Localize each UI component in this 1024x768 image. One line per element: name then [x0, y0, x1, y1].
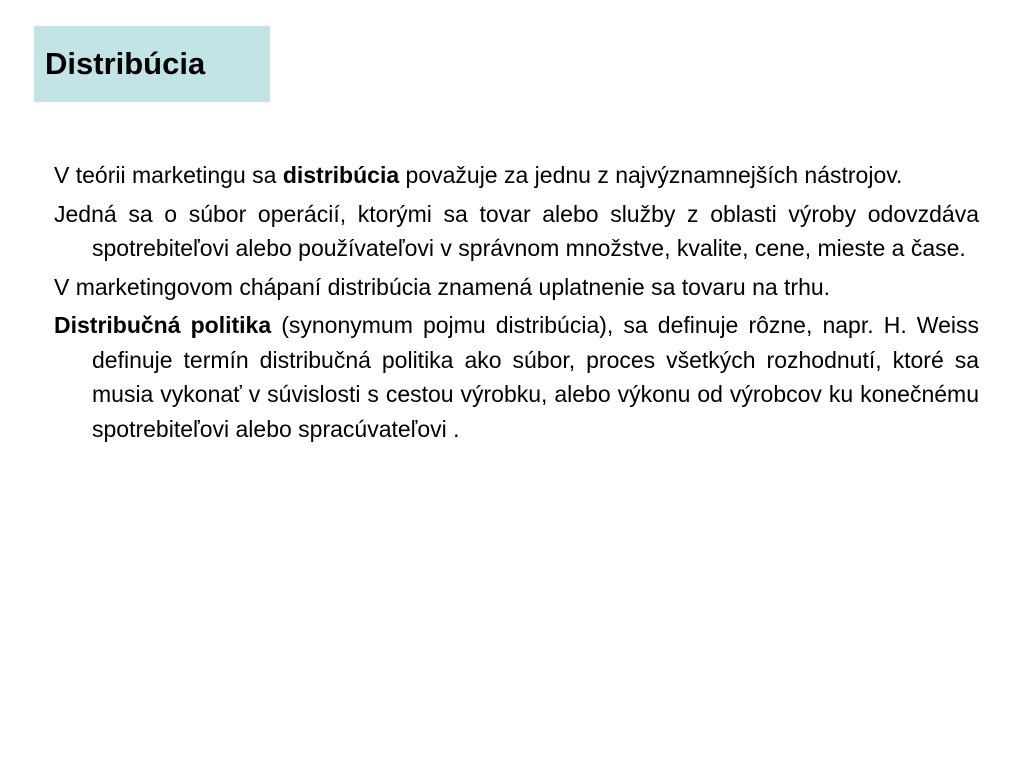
slide-body [54, 158, 979, 450]
slide-title: Distribúcia [45, 46, 206, 81]
paragraph-1 [54, 158, 979, 193]
paragraph-3: V marketingovom chápaní distribúcia znamená uplatnenie sa tovaru na trhu. [54, 273, 831, 300]
paragraph-4 [54, 308, 979, 446]
paragraph-1-post: považuje za jednu z najvýznamnejších nástrojov. [399, 162, 903, 188]
paragraph-4-bold-lead: Distribučná politika [54, 312, 272, 338]
paragraph-4-post: (synonymum pojmu distribúcia), sa definuje rôzne, napr. H. Weiss definuje termín distribučná politika ako súbor, proces všetkých rozhodnutí, ktoré sa musia vykonať v súvislosti s cestou výrobku, alebo výkonu od výrobcov ku konečnému spotrebiteľovi alebo spracúvateľovi . [92, 312, 979, 442]
paragraph-2: Jedná sa o súbor operácií, ktorými sa tovar alebo služby z oblasti výroby odovzdáva spotrebiteľovi alebo používateľovi v správnom množstve, kvalite, cene, mieste a čase. [54, 200, 979, 261]
title-box [34, 26, 270, 102]
paragraph-1-pre: V teórii marketingu sa [54, 162, 283, 188]
paragraph-1-bold: distribúcia [282, 162, 400, 188]
